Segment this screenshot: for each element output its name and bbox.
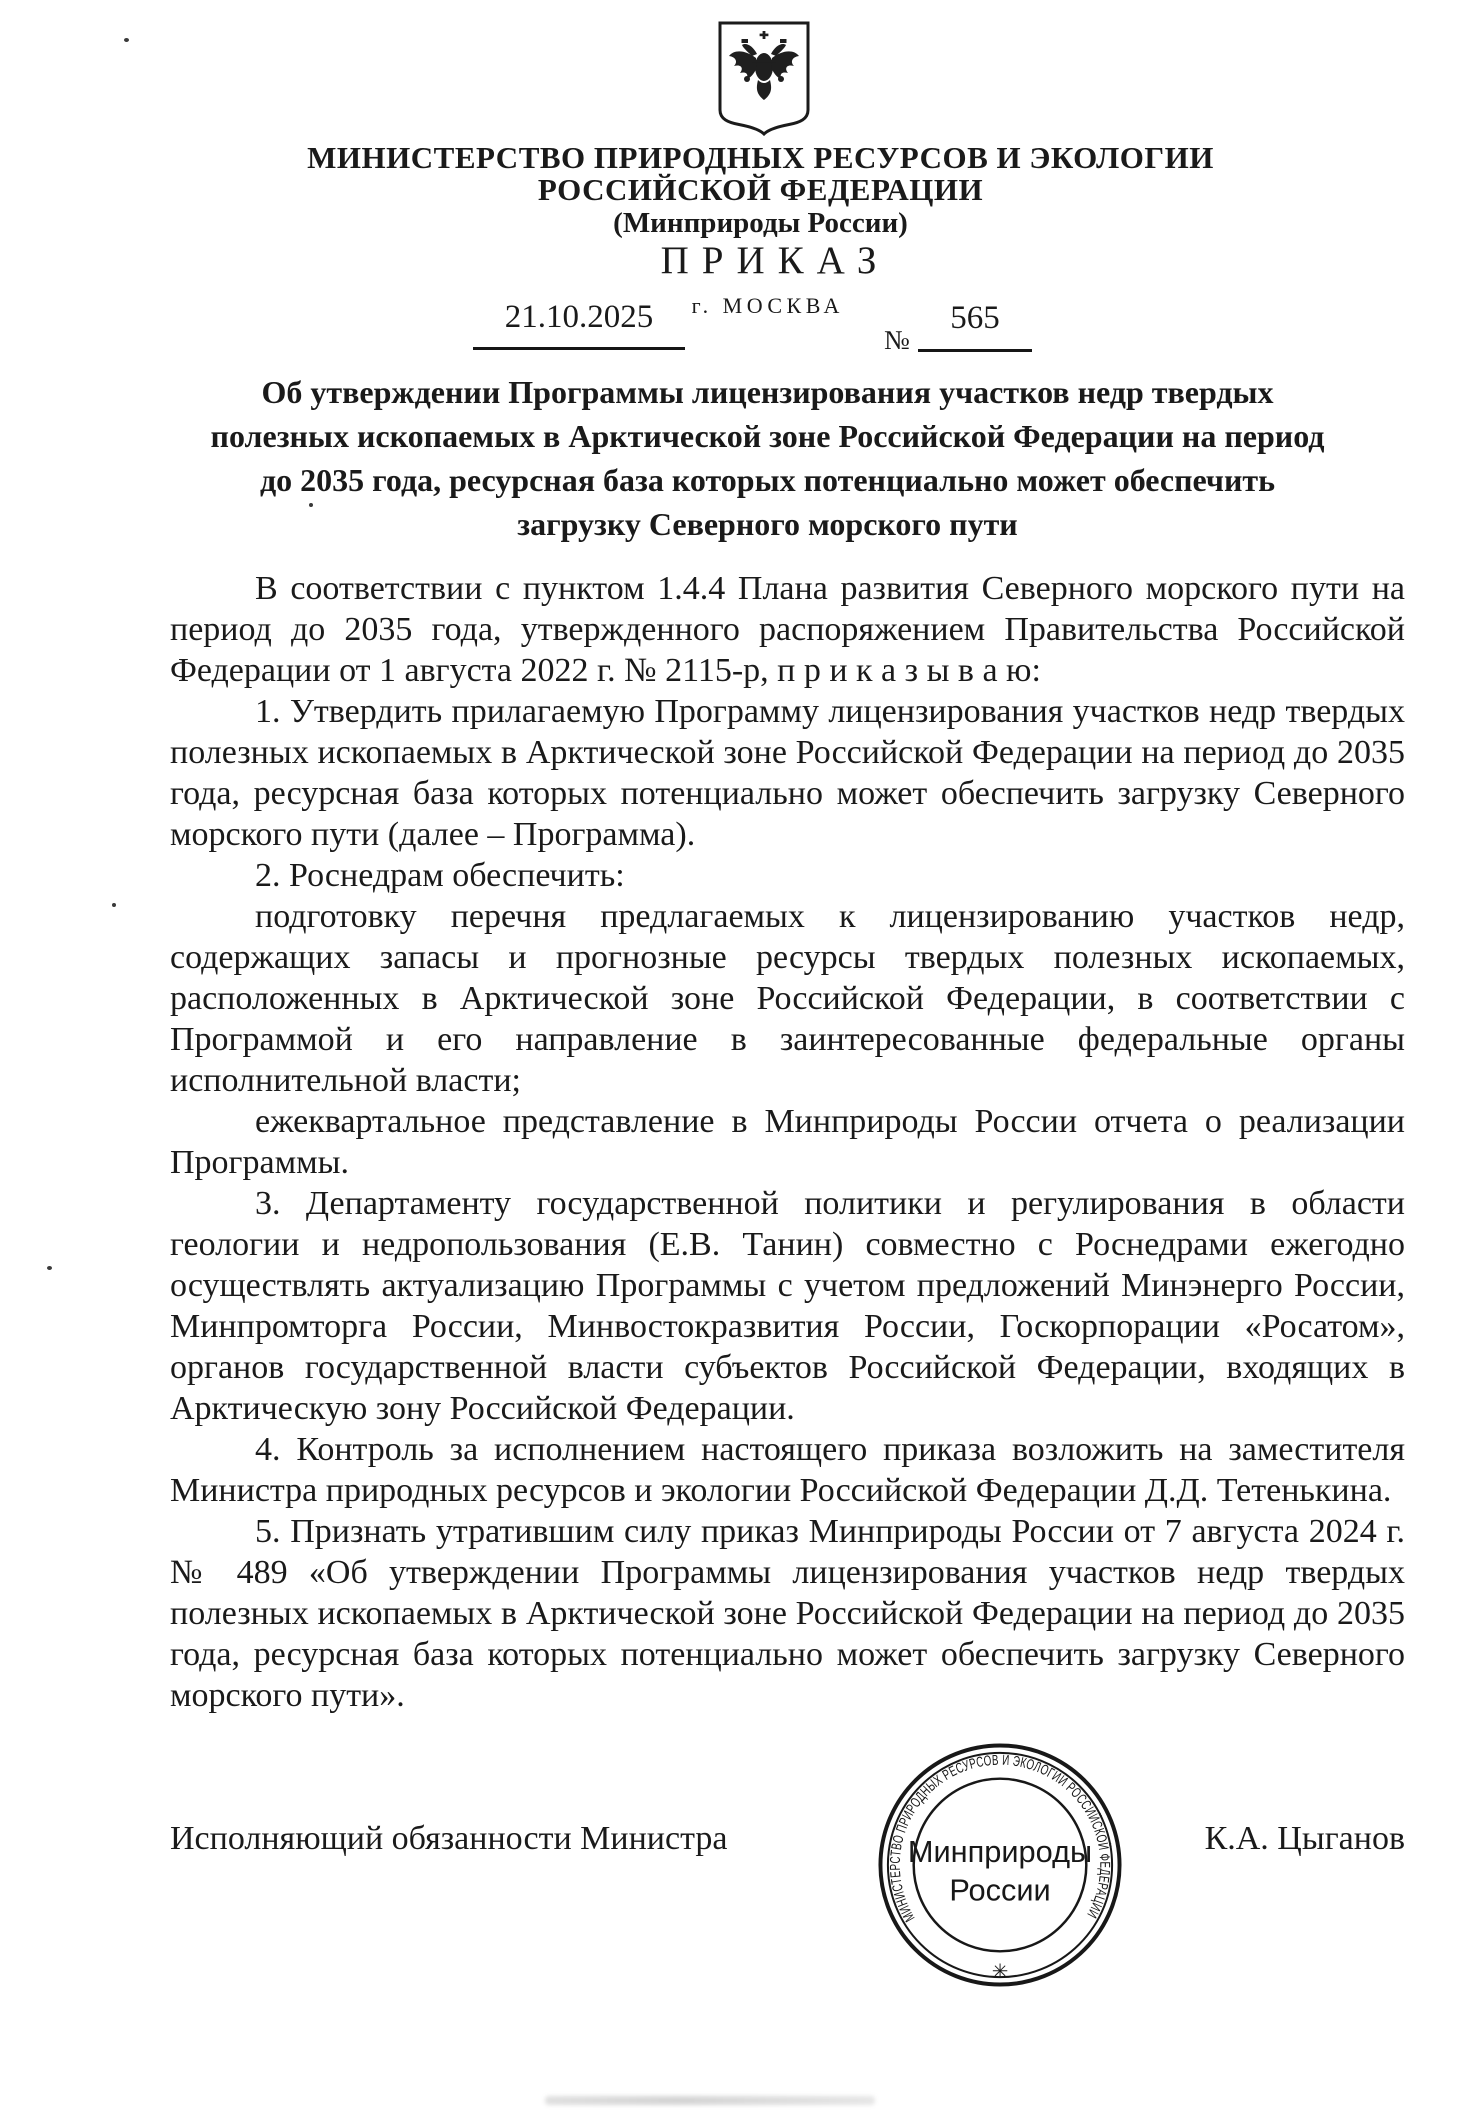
body-paragraph: 2. Роснедрам обеспечить: xyxy=(255,857,625,894)
coat-of-arms-icon xyxy=(716,20,812,136)
body-paragraph: ежеквартальное представление в Минприроды России отчета о реализации Программы. xyxy=(170,1103,1405,1181)
order-title-line: Об утверждении Программы лицензирования участков недр твердых xyxy=(261,374,1274,410)
order-title xyxy=(150,370,1385,546)
stamp-ring-text: МИНИСТЕРСТВО ПРИРОДНЫХ РЕСУРСОВ И ЭКОЛОГИИ РОССИЙСКОЙ ФЕДЕРАЦИИ xyxy=(887,1752,1113,1925)
body-paragraph: 3. Департаменту государственной политики и регулирования в области геологии и недропользования (Е.В. Танин) совместно с Роснедрами ежегодно осуществлять актуализацию Программы с учетом предложений Минэнерго России, Минпромторга России, Минвостокразвития России, Госкорпорации «Росатом», органов государственной власти субъектов Российской Федерации, входящих в Арктическую зону Российской Федерации. xyxy=(170,1185,1405,1427)
order-body xyxy=(170,568,1405,1716)
body-paragraph: 5. Признать утратившим силу приказ Минприроды России от 7 августа 2024 г. № 489 «Об утверждении Программы лицензирования участков недр твердых полезных ископаемых в Арктической зоне Российской Федерации на период до 2035 года, ресурсная база которых потенциально может обеспечить загрузку Северного морского пути». xyxy=(170,1513,1405,1714)
order-title-line: до 2035 года, ресурсная база которых потенциально может обеспечить xyxy=(259,462,1276,498)
ministry-name-line2: РОССИЙСКОЙ ФЕДЕРАЦИИ xyxy=(537,172,984,207)
body-paragraph: В соответствии с пунктом 1.4.4 Плана развития Северного морского пути на период до 2035 года, утвержденного распоряжением Правительства Российской Федерации от 1 августа 2022 г. № 2115-р, п р и к а з ы в а ю: xyxy=(170,570,1405,689)
number-value: 565 xyxy=(950,300,1000,336)
body-paragraph: 4. Контроль за исполнением настоящего приказа возложить на заместителя Министра природных ресурсов и экологии Российской Федерации Д.Д. Тетенькина. xyxy=(170,1431,1405,1509)
signer-position: Исполняющий обязанности Министра xyxy=(170,1820,728,1857)
date-underline xyxy=(473,347,685,350)
order-title-line: полезных ископаемых в Арктической зоне Российской Федерации на период xyxy=(210,418,1325,454)
place-label: г. МОСКВА xyxy=(691,293,844,318)
scan-speck xyxy=(112,903,116,907)
stamp-center-line2: России xyxy=(949,1872,1051,1908)
order-title-line: загрузку Северного морского пути xyxy=(517,506,1018,542)
number-sign: № xyxy=(884,325,910,355)
scan-speck xyxy=(124,38,129,42)
ministry-name-block xyxy=(19,142,1483,239)
ministry-short-name: (Минприроды России) xyxy=(613,207,908,239)
ministry-name-line1: МИНИСТЕРСТВО ПРИРОДНЫХ РЕСУРСОВ И ЭКОЛОГИИ xyxy=(307,140,1214,175)
scan-smudge xyxy=(545,2096,875,2105)
number-underline xyxy=(918,349,1032,352)
body-paragraph: 1. Утвердить прилагаемую Программу лицензирования участков недр твердых полезных ископаемых в Арктической зоне Российской Федерации на период до 2035 года, ресурсная база которых потенциально может обеспечить загрузку Северного морского пути (далее – Программа). xyxy=(170,693,1405,853)
date-value: 21.10.2025 xyxy=(504,299,654,335)
signer-name: К.А. Цыганов xyxy=(1204,1820,1405,1857)
doc-type-title: ПРИКАЗ xyxy=(660,239,890,282)
stamp-star-icon: ✳ xyxy=(991,1960,1009,1984)
scan-speck xyxy=(47,1266,52,1270)
stamp-center-line1: Минприроды xyxy=(907,1834,1093,1870)
ministry-seal-stamp xyxy=(876,1741,1124,1989)
scan-speck xyxy=(309,503,313,507)
body-paragraph: подготовку перечня предлагаемых к лицензированию участков недр, содержащих запасы и прогнозные ресурсы твердых полезных ископаемых, расположенных в Арктической зоне Российской Федерации, в соответствии с Программой и его направление в заинтересованные федеральные органы исполнительной власти; xyxy=(170,898,1405,1099)
